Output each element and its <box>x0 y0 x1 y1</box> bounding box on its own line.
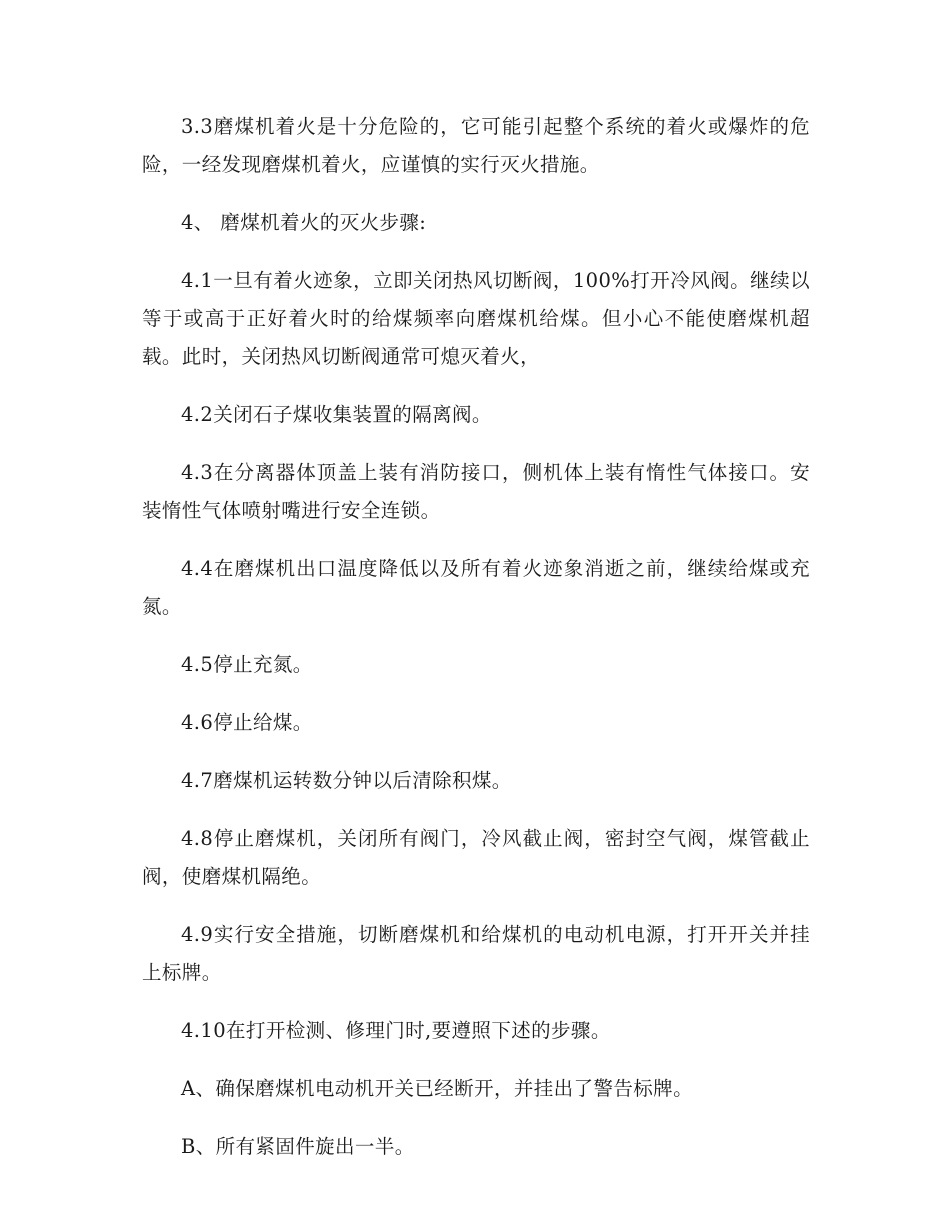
paragraph-4-3: 4.3在分离器体顶盖上装有消防接口，侧机体上装有惰性气体接口。安装惰性气体喷射嘴进行安全连锁。 <box>142 461 810 522</box>
paragraph-4-9: 4.9实行安全措施，切断磨煤机和给煤机的电动机电源，打开开关并挂上标牌。 <box>142 923 810 984</box>
paragraph-4-4: 4.4在磨煤机出口温度降低以及所有着火迹象消逝之前，继续给煤或充氮。 <box>142 557 810 618</box>
step-b: B、所有紧固件旋出一半。 <box>181 1135 415 1158</box>
section-heading-4: 4、 磨煤机着火的灭火步骤: <box>181 211 427 234</box>
paragraph-4-7: 4.7磨煤机运转数分钟以后清除积煤。 <box>181 769 512 792</box>
step-a: A、确保磨煤机电动机开关已经断开，并挂出了警告标牌。 <box>181 1077 693 1100</box>
paragraph-4-6: 4.6停止给煤。 <box>181 711 313 734</box>
paragraph-4-10: 4.10在打开检测、修理门时,要遵照下述的步骤。 <box>181 1019 611 1042</box>
paragraph-4-8: 4.8停止磨煤机，关闭所有阀门，冷风截止阀，密封空气阀，煤管截止阀，使磨煤机隔绝。 <box>142 827 810 888</box>
paragraph-3-3: 3.3磨煤机着火是十分危险的，它可能引起整个系统的着火或爆炸的危险，一经发现磨煤机着火，应谨慎的实行灭火措施。 <box>142 115 810 176</box>
paragraph-4-1: 4.1一旦有着火迹象，立即关闭热风切断阀，100%打开冷风阀。继续以等于或高于正好着火时的给煤频率向磨煤机给煤。但小心不能使磨煤机超载。此时，关闭热风切断阀通常可熄灭着火， <box>142 269 810 368</box>
document-body <box>142 108 810 1186</box>
paragraph-4-5: 4.5停止充氮。 <box>181 653 313 676</box>
paragraph-4-2: 4.2关闭石子煤收集装置的隔离阀。 <box>181 403 492 426</box>
